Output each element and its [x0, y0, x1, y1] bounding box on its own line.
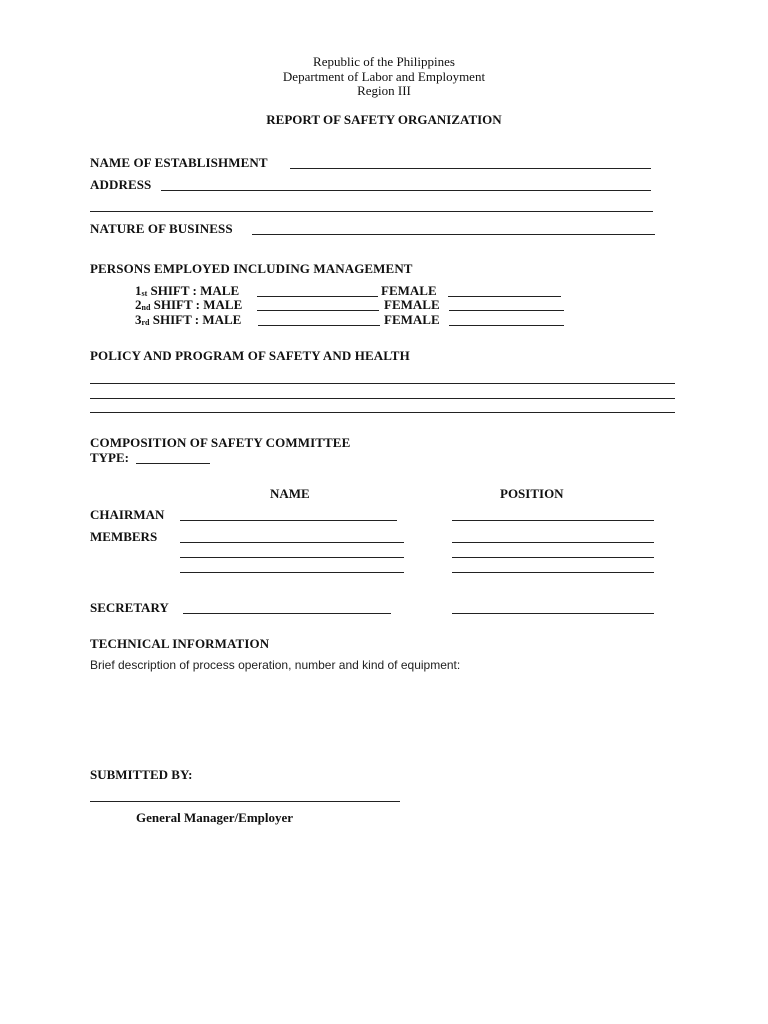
member-1-name-blank	[180, 542, 404, 543]
committee-type-blank	[136, 463, 210, 464]
member-3-name-blank	[180, 572, 404, 573]
policy-heading: POLICY AND PROGRAM OF SAFETY AND HEALTH	[90, 348, 410, 363]
shift-2-male-blank	[257, 310, 379, 311]
signature-blank	[90, 801, 400, 802]
shift-2-label: 2nd SHIFT : MALE	[135, 297, 243, 312]
address-label: ADDRESS	[90, 177, 152, 192]
committee-type-label: TYPE:	[90, 450, 129, 465]
committee-heading: COMPOSITION OF SAFETY COMMITTEE	[90, 435, 351, 450]
secretary-position-blank	[452, 613, 654, 614]
address-blank	[161, 190, 651, 191]
shift-2-female-label: FEMALE	[384, 297, 440, 312]
member-2-position-blank	[452, 557, 654, 558]
shift-3-male-blank	[258, 325, 380, 326]
header-region: Region III	[357, 83, 411, 98]
shift-2-female-blank	[449, 310, 564, 311]
page-title: REPORT OF SAFETY ORGANIZATION	[266, 112, 502, 127]
signatory-title: General Manager/Employer	[136, 810, 294, 825]
members-label: MEMBERS	[90, 529, 158, 544]
policy-blank-3	[90, 412, 675, 413]
chairman-position-blank	[452, 520, 654, 521]
member-2-name-blank	[180, 557, 404, 558]
shift-3-female-blank	[449, 325, 564, 326]
position-column-header: POSITION	[500, 486, 564, 501]
submitted-by-label: SUBMITTED BY:	[90, 767, 193, 782]
establishment-blank	[290, 168, 651, 169]
technical-heading: TECHNICAL INFORMATION	[90, 636, 270, 651]
member-3-position-blank	[452, 572, 654, 573]
header-republic: Republic of the Philippines	[313, 54, 455, 69]
shift-3-female-label: FEMALE	[384, 312, 440, 327]
shift-1-male-blank	[257, 296, 378, 297]
nature-of-business-label: NATURE OF BUSINESS	[90, 221, 233, 236]
secretary-label: SECRETARY	[90, 600, 169, 615]
secretary-name-blank	[183, 613, 391, 614]
chairman-name-blank	[180, 520, 397, 521]
nature-of-business-blank	[252, 234, 655, 235]
address-blank-2	[90, 211, 653, 212]
shift-3-label: 3rd SHIFT : MALE	[135, 312, 242, 327]
header-department: Department of Labor and Employment	[282, 69, 486, 84]
shift-1-female-label: FEMALE	[381, 283, 437, 298]
chairman-label: CHAIRMAN	[90, 507, 165, 522]
shift-1-label: 1st SHIFT : MALE	[135, 283, 240, 298]
establishment-label: NAME OF ESTABLISHMENT	[90, 155, 268, 170]
persons-employed-heading: PERSONS EMPLOYED INCLUDING MANAGEMENT	[90, 261, 413, 276]
policy-blank-2	[90, 398, 675, 399]
name-column-header: NAME	[270, 486, 310, 501]
member-1-position-blank	[452, 542, 654, 543]
technical-description: Brief description of process operation, number and kind of equipment:	[90, 658, 461, 672]
shift-1-female-blank	[448, 296, 561, 297]
policy-blank-1	[90, 383, 675, 384]
